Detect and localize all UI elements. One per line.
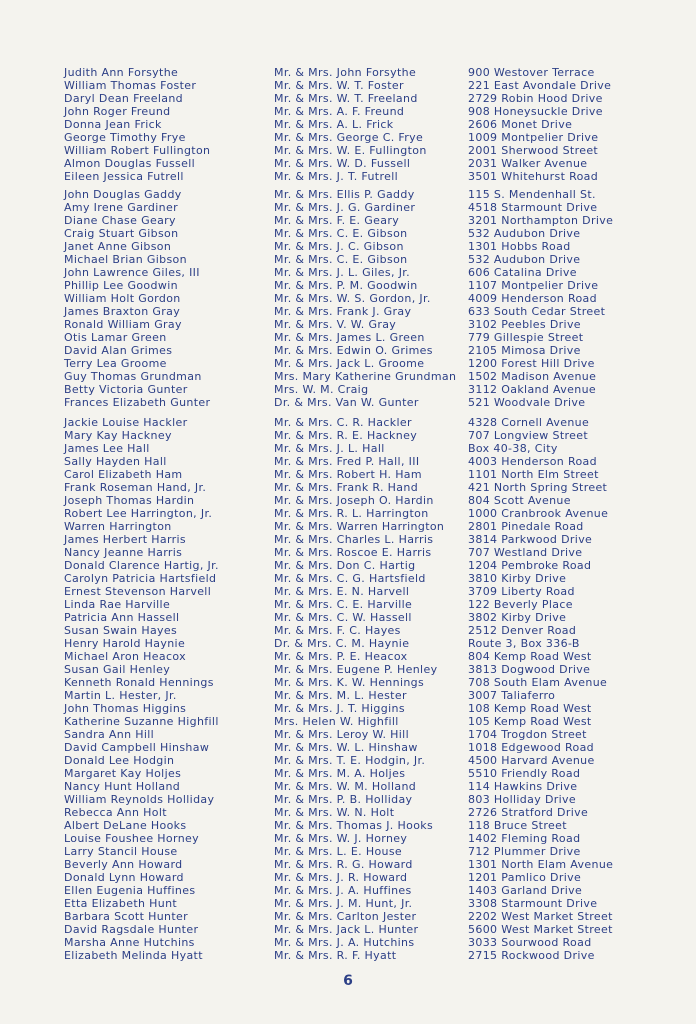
parent-name: Mr. & Mrs. F. E. Geary bbox=[274, 214, 400, 227]
directory-entry bbox=[0, 715, 696, 728]
student-name: Almon Douglas Fussell bbox=[64, 157, 196, 170]
student-name: John Roger Freund bbox=[64, 105, 171, 118]
address: 2512 Denver Road bbox=[468, 624, 577, 637]
directory-entry bbox=[0, 780, 696, 793]
parent-name: Mr. & Mrs. J. G. Gardiner bbox=[274, 201, 416, 214]
address: 3033 Sourwood Road bbox=[468, 936, 592, 949]
parent-name: Mr. & Mrs. Ellis P. Gaddy bbox=[274, 188, 415, 201]
parent-name: Mr. & Mrs. J. T. Futrell bbox=[274, 170, 399, 183]
student-name: Albert DeLane Hooks bbox=[64, 819, 187, 832]
parent-name: Mrs. Mary Katherine Grundman bbox=[274, 370, 457, 383]
address: 606 Catalina Drive bbox=[468, 266, 577, 279]
directory-entry bbox=[0, 793, 696, 806]
parent-name: Mr. & Mrs. E. N. Harvell bbox=[274, 585, 410, 598]
directory-entry bbox=[0, 611, 696, 624]
directory-entry bbox=[0, 884, 696, 897]
parent-name: Mrs. W. M. Craig bbox=[274, 383, 369, 396]
address: 1403 Garland Drive bbox=[468, 884, 583, 897]
page-number: 6 bbox=[343, 973, 353, 989]
student-name: Guy Thomas Grundman bbox=[64, 370, 202, 383]
address: 1000 Cranbrook Avenue bbox=[468, 507, 609, 520]
student-name: Eileen Jessica Futrell bbox=[64, 170, 184, 183]
student-name: David Alan Grimes bbox=[64, 344, 173, 357]
parent-name: Mr. & Mrs. Eugene P. Henley bbox=[274, 663, 438, 676]
directory-entry bbox=[0, 871, 696, 884]
address: 3810 Kirby Drive bbox=[468, 572, 567, 585]
student-name: Janet Anne Gibson bbox=[64, 240, 172, 253]
student-name: Elizabeth Melinda Hyatt bbox=[64, 949, 203, 962]
student-name: David Campbell Hinshaw bbox=[64, 741, 210, 754]
student-name: James Lee Hall bbox=[64, 442, 150, 455]
student-name: Sally Hayden Hall bbox=[64, 455, 167, 468]
address: 3802 Kirby Drive bbox=[468, 611, 567, 624]
student-name: Ellen Eugenia Huffines bbox=[64, 884, 196, 897]
address: 3709 Liberty Road bbox=[468, 585, 575, 598]
parent-name: Mr. & Mrs. Robert H. Ham bbox=[274, 468, 422, 481]
address: 804 Scott Avenue bbox=[468, 494, 571, 507]
address: 5510 Friendly Road bbox=[468, 767, 581, 780]
parent-name: Mr. & Mrs. C. E. Gibson bbox=[274, 227, 408, 240]
parent-name: Mr. & Mrs. W. N. Holt bbox=[274, 806, 395, 819]
parent-name: Mr. & Mrs. C. E. Gibson bbox=[274, 253, 408, 266]
parent-name: Mr. & Mrs. Leroy W. Hill bbox=[274, 728, 409, 741]
parent-name: Mr. & Mrs. Fred P. Hall, III bbox=[274, 455, 420, 468]
parent-name: Mr. & Mrs. W. S. Gordon, Jr. bbox=[274, 292, 431, 305]
parent-name: Mr. & Mrs. L. E. House bbox=[274, 845, 403, 858]
student-name: Michael Aron Heacox bbox=[64, 650, 187, 663]
student-name: Warren Harrington bbox=[64, 520, 172, 533]
student-name: Terry Lea Groome bbox=[64, 357, 167, 370]
student-name: David Ragsdale Hunter bbox=[64, 923, 199, 936]
parent-name: Mr. & Mrs. A. F. Freund bbox=[274, 105, 405, 118]
student-name: Beverly Ann Howard bbox=[64, 858, 183, 871]
address: 1402 Fleming Road bbox=[468, 832, 581, 845]
parent-name: Mr. & Mrs. R. F. Hyatt bbox=[274, 949, 397, 962]
address: 114 Hawkins Drive bbox=[468, 780, 578, 793]
parent-name: Mr. & Mrs. F. C. Hayes bbox=[274, 624, 401, 637]
directory-entry bbox=[0, 416, 696, 429]
parent-name: Mr. & Mrs. W. D. Fussell bbox=[274, 157, 411, 170]
student-name: James Herbert Harris bbox=[64, 533, 186, 546]
student-name: Ernest Stevenson Harvell bbox=[64, 585, 212, 598]
student-name: Linda Rae Harville bbox=[64, 598, 171, 611]
address: 633 South Cedar Street bbox=[468, 305, 606, 318]
student-name: Barbara Scott Hunter bbox=[64, 910, 188, 923]
student-name: Nancy Jeanne Harris bbox=[64, 546, 183, 559]
directory-entry bbox=[0, 429, 696, 442]
directory-entry bbox=[0, 292, 696, 305]
parent-name: Mr. & Mrs. R. G. Howard bbox=[274, 858, 413, 871]
address: 908 Honeysuckle Drive bbox=[468, 105, 603, 118]
parent-name: Mr. & Mrs. Thomas J. Hooks bbox=[274, 819, 434, 832]
student-name: Michael Brian Gibson bbox=[64, 253, 187, 266]
student-name: John Thomas Higgins bbox=[64, 702, 187, 715]
directory-entry bbox=[0, 253, 696, 266]
address: 532 Audubon Drive bbox=[468, 227, 581, 240]
parent-name: Mr. & Mrs. W. E. Fullington bbox=[274, 144, 427, 157]
parent-name: Mr. & Mrs. Charles L. Harris bbox=[274, 533, 434, 546]
directory-entry bbox=[0, 533, 696, 546]
address: 3814 Parkwood Drive bbox=[468, 533, 593, 546]
directory-entry bbox=[0, 344, 696, 357]
address: 4328 Cornell Avenue bbox=[468, 416, 590, 429]
student-name: Diane Chase Geary bbox=[64, 214, 176, 227]
parent-name: Mr. & Mrs. W. M. Holland bbox=[274, 780, 417, 793]
student-name: John Lawrence Giles, III bbox=[64, 266, 200, 279]
parent-name: Mr. & Mrs. J. A. Huffines bbox=[274, 884, 412, 897]
directory-entry bbox=[0, 728, 696, 741]
parent-name: Mr. & Mrs. T. E. Hodgin, Jr. bbox=[274, 754, 426, 767]
address: 532 Audubon Drive bbox=[468, 253, 581, 266]
address: 3007 Taliaferro bbox=[468, 689, 556, 702]
student-name: Otis Lamar Green bbox=[64, 331, 167, 344]
parent-name: Mr. & Mrs. R. L. Harrington bbox=[274, 507, 429, 520]
student-name: Rebecca Ann Holt bbox=[64, 806, 167, 819]
directory-entry bbox=[0, 318, 696, 331]
parent-name: Mr. & Mrs. James L. Green bbox=[274, 331, 425, 344]
parent-name: Mr. & Mrs. C. E. Harville bbox=[274, 598, 413, 611]
student-name: Carolyn Patricia Hartsfield bbox=[64, 572, 217, 585]
directory-entry bbox=[0, 767, 696, 780]
directory-entry bbox=[0, 383, 696, 396]
address: 2105 Mimosa Drive bbox=[468, 344, 581, 357]
directory-entry bbox=[0, 702, 696, 715]
directory-entry bbox=[0, 118, 696, 131]
directory-entry bbox=[0, 331, 696, 344]
student-name: Katherine Suzanne Highfill bbox=[64, 715, 219, 728]
directory-entry bbox=[0, 650, 696, 663]
address: 779 Gillespie Street bbox=[468, 331, 584, 344]
address: 712 Plummer Drive bbox=[468, 845, 581, 858]
directory-entry bbox=[0, 585, 696, 598]
address: 707 Longview Street bbox=[468, 429, 589, 442]
parent-name: Mr. & Mrs. J. T. Higgins bbox=[274, 702, 405, 715]
address: 4518 Starmount Drive bbox=[468, 201, 598, 214]
address: 3308 Starmount Drive bbox=[468, 897, 598, 910]
address: 1502 Madison Avenue bbox=[468, 370, 597, 383]
directory-entry bbox=[0, 624, 696, 637]
address: 115 S. Mendenhall St. bbox=[468, 188, 596, 201]
student-name: Donald Lynn Howard bbox=[64, 871, 184, 884]
student-name: Judith Ann Forsythe bbox=[64, 66, 179, 79]
address: 708 South Elam Avenue bbox=[468, 676, 608, 689]
address: 803 Holliday Drive bbox=[468, 793, 577, 806]
directory-entry bbox=[0, 357, 696, 370]
address: 1301 North Elam Avenue bbox=[468, 858, 614, 871]
directory-entry bbox=[0, 370, 696, 383]
directory-entry bbox=[0, 910, 696, 923]
parent-name: Mr. & Mrs. R. E. Hackney bbox=[274, 429, 418, 442]
address: 2606 Monet Drive bbox=[468, 118, 573, 131]
directory-entry bbox=[0, 819, 696, 832]
parent-name: Mr. & Mrs. J. M. Hunt, Jr. bbox=[274, 897, 413, 910]
directory-entry bbox=[0, 131, 696, 144]
directory-entry bbox=[0, 923, 696, 936]
parent-name: Mr. & Mrs. Roscoe E. Harris bbox=[274, 546, 432, 559]
student-name: Nancy Hunt Holland bbox=[64, 780, 181, 793]
address: 2801 Pinedale Road bbox=[468, 520, 584, 533]
student-name: Larry Stancil House bbox=[64, 845, 178, 858]
address: 4500 Harvard Avenue bbox=[468, 754, 595, 767]
parent-name: Mr. & Mrs. W. J. Horney bbox=[274, 832, 408, 845]
address: 105 Kemp Road West bbox=[468, 715, 592, 728]
directory-entry bbox=[0, 66, 696, 79]
parent-name: Mr. & Mrs. W. L. Hinshaw bbox=[274, 741, 418, 754]
parent-name: Mr. & Mrs. P. M. Goodwin bbox=[274, 279, 418, 292]
entry-group bbox=[0, 188, 696, 409]
directory-entry bbox=[0, 546, 696, 559]
student-name: William Reynolds Holliday bbox=[64, 793, 215, 806]
parent-name: Mr. & Mrs. Frank R. Hand bbox=[274, 481, 419, 494]
directory-entry bbox=[0, 806, 696, 819]
student-name: Kenneth Ronald Hennings bbox=[64, 676, 214, 689]
student-name: Donna Jean Frick bbox=[64, 118, 162, 131]
student-name: Robert Lee Harrington, Jr. bbox=[64, 507, 213, 520]
parent-name: Mr. & Mrs. C. W. Hassell bbox=[274, 611, 412, 624]
parent-name: Mr. & Mrs. Jack L. Groome bbox=[274, 357, 425, 370]
directory-entry bbox=[0, 396, 696, 409]
address: 1107 Montpelier Drive bbox=[468, 279, 599, 292]
address: 3201 Northampton Drive bbox=[468, 214, 614, 227]
student-name: William Robert Fullington bbox=[64, 144, 211, 157]
directory-entry bbox=[0, 936, 696, 949]
parent-name: Dr. & Mrs. Van W. Gunter bbox=[274, 396, 419, 409]
parent-name: Mr. & Mrs. J. L. Hall bbox=[274, 442, 385, 455]
directory-entry bbox=[0, 676, 696, 689]
student-name: James Braxton Gray bbox=[64, 305, 181, 318]
parent-name: Mr. & Mrs. M. L. Hester bbox=[274, 689, 407, 702]
address: 2001 Sherwood Street bbox=[468, 144, 599, 157]
student-name: Daryl Dean Freeland bbox=[64, 92, 183, 105]
address: 4003 Henderson Road bbox=[468, 455, 597, 468]
directory-entry bbox=[0, 105, 696, 118]
address: 221 East Avondale Drive bbox=[468, 79, 612, 92]
parent-name: Mr. & Mrs. V. W. Gray bbox=[274, 318, 397, 331]
parent-name: Mr. & Mrs. Joseph O. Hardin bbox=[274, 494, 434, 507]
address: 3112 Oakland Avenue bbox=[468, 383, 597, 396]
student-name: Henry Harold Haynie bbox=[64, 637, 186, 650]
parent-name: Mr. & Mrs. Carlton Jester bbox=[274, 910, 417, 923]
student-name: Joseph Thomas Hardin bbox=[64, 494, 195, 507]
directory-entry bbox=[0, 266, 696, 279]
parent-name: Mr. & Mrs. P. B. Holliday bbox=[274, 793, 413, 806]
student-name: George Timothy Frye bbox=[64, 131, 186, 144]
address: 3813 Dogwood Drive bbox=[468, 663, 591, 676]
address: 1009 Montpelier Drive bbox=[468, 131, 599, 144]
directory-entry bbox=[0, 832, 696, 845]
address: 2202 West Market Street bbox=[468, 910, 613, 923]
parent-name: Dr. & Mrs. C. M. Haynie bbox=[274, 637, 410, 650]
directory-entry bbox=[0, 442, 696, 455]
address: Box 40-38, City bbox=[468, 442, 558, 455]
address: 118 Bruce Street bbox=[468, 819, 567, 832]
parent-name: Mr. & Mrs. John Forsythe bbox=[274, 66, 417, 79]
directory-entry bbox=[0, 741, 696, 754]
student-name: William Holt Gordon bbox=[64, 292, 181, 305]
address: 3501 Whitehurst Road bbox=[468, 170, 599, 183]
directory-entry bbox=[0, 240, 696, 253]
directory-entry bbox=[0, 507, 696, 520]
directory-entry bbox=[0, 494, 696, 507]
student-name: Marsha Anne Hutchins bbox=[64, 936, 195, 949]
parent-name: Mr. & Mrs. A. L. Frick bbox=[274, 118, 394, 131]
address: 2726 Stratford Drive bbox=[468, 806, 589, 819]
address: 2729 Robin Hood Drive bbox=[468, 92, 603, 105]
address: 1301 Hobbs Road bbox=[468, 240, 571, 253]
directory-entry bbox=[0, 949, 696, 962]
address: 421 North Spring Street bbox=[468, 481, 608, 494]
directory-entry bbox=[0, 559, 696, 572]
address: 3102 Peebles Drive bbox=[468, 318, 581, 331]
parent-name: Mr. & Mrs. J. A. Hutchins bbox=[274, 936, 415, 949]
address: 1201 Pamlico Drive bbox=[468, 871, 582, 884]
parent-name: Mr. & Mrs. C. G. Hartsfield bbox=[274, 572, 426, 585]
directory-entry bbox=[0, 201, 696, 214]
address: Route 3, Box 336-B bbox=[468, 637, 580, 650]
directory-entry bbox=[0, 520, 696, 533]
parent-name: Mr. & Mrs. K. W. Hennings bbox=[274, 676, 425, 689]
directory-entry bbox=[0, 468, 696, 481]
address: 1200 Forest Hill Drive bbox=[468, 357, 595, 370]
parent-name: Mrs. Helen W. Highfill bbox=[274, 715, 399, 728]
address: 1704 Trogdon Street bbox=[468, 728, 587, 741]
parent-name: Mr. & Mrs. W. T. Freeland bbox=[274, 92, 418, 105]
address: 4009 Henderson Road bbox=[468, 292, 597, 305]
parent-name: Mr. & Mrs. J. C. Gibson bbox=[274, 240, 404, 253]
directory-entry bbox=[0, 663, 696, 676]
student-name: John Douglas Gaddy bbox=[64, 188, 182, 201]
address: 707 Westland Drive bbox=[468, 546, 583, 559]
directory-entry bbox=[0, 279, 696, 292]
student-name: Betty Victoria Gunter bbox=[64, 383, 188, 396]
directory-entry bbox=[0, 92, 696, 105]
directory-entry bbox=[0, 455, 696, 468]
student-name: Susan Gail Henley bbox=[64, 663, 171, 676]
directory-entry bbox=[0, 754, 696, 767]
student-name: Frank Roseman Hand, Jr. bbox=[64, 481, 207, 494]
address: 122 Beverly Place bbox=[468, 598, 573, 611]
directory-entry bbox=[0, 188, 696, 201]
student-name: Susan Swain Hayes bbox=[64, 624, 178, 637]
parent-name: Mr. & Mrs. George C. Frye bbox=[274, 131, 424, 144]
student-name: Etta Elizabeth Hunt bbox=[64, 897, 178, 910]
directory-entry bbox=[0, 845, 696, 858]
parent-name: Mr. & Mrs. Warren Harrington bbox=[274, 520, 445, 533]
student-name: Donald Clarence Hartig, Jr. bbox=[64, 559, 219, 572]
student-name: Louise Foushee Horney bbox=[64, 832, 199, 845]
student-name: Sandra Ann Hill bbox=[64, 728, 155, 741]
address: 804 Kemp Road West bbox=[468, 650, 592, 663]
entry-group bbox=[0, 416, 696, 962]
directory-entry bbox=[0, 858, 696, 871]
student-name: Frances Elizabeth Gunter bbox=[64, 396, 211, 409]
student-name: Margaret Kay Holjes bbox=[64, 767, 182, 780]
directory-entry bbox=[0, 79, 696, 92]
entry-group bbox=[0, 66, 696, 183]
directory-entry bbox=[0, 689, 696, 702]
student-name: Carol Elizabeth Ham bbox=[64, 468, 183, 481]
directory-entry bbox=[0, 305, 696, 318]
address: 5600 West Market Street bbox=[468, 923, 613, 936]
address: 1018 Edgewood Road bbox=[468, 741, 595, 754]
directory-entry bbox=[0, 170, 696, 183]
directory-entry bbox=[0, 897, 696, 910]
parent-name: Mr. & Mrs. W. T. Foster bbox=[274, 79, 404, 92]
student-name: Donald Lee Hodgin bbox=[64, 754, 175, 767]
student-name: Martin L. Hester, Jr. bbox=[64, 689, 177, 702]
parent-name: Mr. & Mrs. Jack L. Hunter bbox=[274, 923, 419, 936]
student-name: Ronald William Gray bbox=[64, 318, 182, 331]
directory-entry bbox=[0, 144, 696, 157]
directory-entry bbox=[0, 481, 696, 494]
address: 108 Kemp Road West bbox=[468, 702, 592, 715]
directory-entry bbox=[0, 572, 696, 585]
parent-name: Mr. & Mrs. Don C. Hartig bbox=[274, 559, 416, 572]
parent-name: Mr. & Mrs. M. A. Holjes bbox=[274, 767, 406, 780]
address: 1101 North Elm Street bbox=[468, 468, 599, 481]
directory-entry bbox=[0, 227, 696, 240]
parent-name: Mr. & Mrs. C. R. Hackler bbox=[274, 416, 412, 429]
directory-entry bbox=[0, 214, 696, 227]
parent-name: Mr. & Mrs. P. E. Heacox bbox=[274, 650, 408, 663]
student-name: Craig Stuart Gibson bbox=[64, 227, 179, 240]
address: 2715 Rockwood Drive bbox=[468, 949, 595, 962]
address: 900 Westover Terrace bbox=[468, 66, 595, 79]
student-name: Mary Kay Hackney bbox=[64, 429, 172, 442]
directory-entry bbox=[0, 598, 696, 611]
parent-name: Mr. & Mrs. J. R. Howard bbox=[274, 871, 408, 884]
directory-entry bbox=[0, 637, 696, 650]
student-name: Patricia Ann Hassell bbox=[64, 611, 180, 624]
student-name: Phillip Lee Goodwin bbox=[64, 279, 178, 292]
address: 2031 Walker Avenue bbox=[468, 157, 588, 170]
address: 521 Woodvale Drive bbox=[468, 396, 586, 409]
parent-name: Mr. & Mrs. J. L. Giles, Jr. bbox=[274, 266, 410, 279]
student-name: William Thomas Foster bbox=[64, 79, 197, 92]
address: 1204 Pembroke Road bbox=[468, 559, 592, 572]
directory-entry bbox=[0, 157, 696, 170]
student-name: Amy Irene Gardiner bbox=[64, 201, 178, 214]
parent-name: Mr. & Mrs. Edwin O. Grimes bbox=[274, 344, 433, 357]
student-name: Jackie Louise Hackler bbox=[64, 416, 188, 429]
parent-name: Mr. & Mrs. Frank J. Gray bbox=[274, 305, 412, 318]
